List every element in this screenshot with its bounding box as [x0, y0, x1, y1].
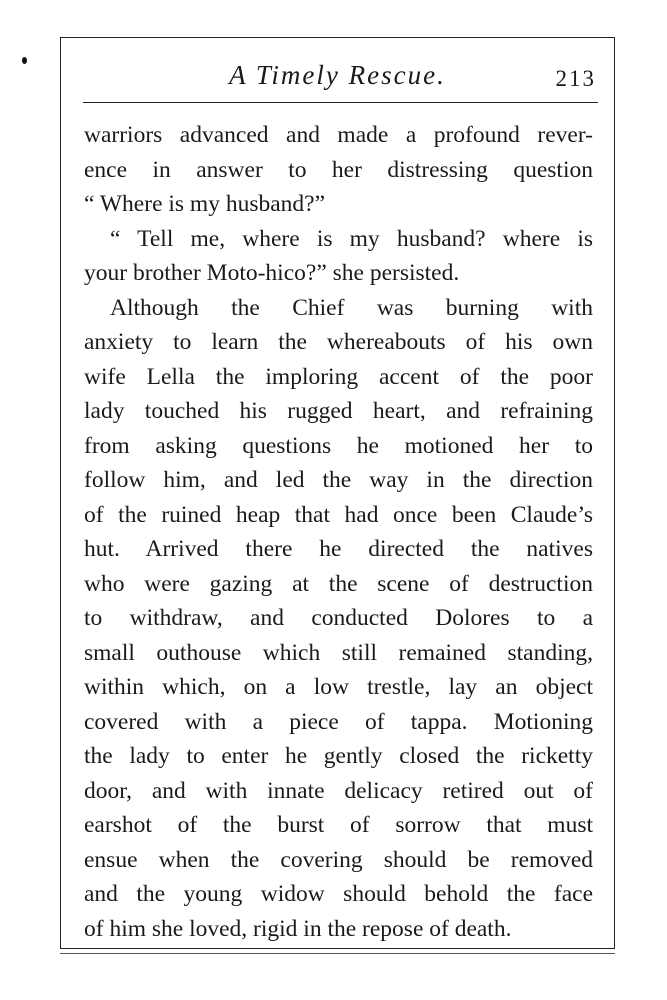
text-line: ensue when the covering should be removed	[84, 846, 593, 873]
text-line: “ Tell me, where is my husband? where is	[110, 225, 593, 252]
text-line: wife Lella the imploring accent of the poor	[84, 363, 593, 390]
text-line: ence in answer to her distressing question	[84, 156, 593, 183]
text-line: covered with a piece of tappa. Motioning	[84, 708, 593, 735]
text-line: of the ruined heap that had once been Claude’s	[84, 501, 593, 528]
text-line: within which, on a low trestle, lay an object	[84, 674, 593, 700]
header-rule	[83, 102, 598, 103]
bottom-rule	[60, 953, 615, 954]
text-line: and the young widow should behold the face	[84, 881, 593, 907]
running-title: A Timely Rescue.	[229, 60, 446, 90]
text-line: lady touched his rugged heart, and refraining	[84, 398, 593, 424]
text-line: Although the Chief was burning with	[110, 294, 593, 321]
page-frame	[60, 37, 615, 949]
text-line: door, and with innate delicacy retired out of	[84, 777, 593, 804]
running-head	[61, 56, 614, 96]
text-line: to withdraw, and conducted Dolores to a	[84, 605, 593, 631]
text-line: who were gazing at the scene of destruction	[84, 570, 593, 597]
text-line: from asking questions he motioned her to	[84, 432, 593, 459]
text-line: of him she loved, rigid in the repose of death.	[84, 915, 512, 942]
text-line: “ Where is my husband?”	[84, 191, 326, 217]
text-line: warriors advanced and made a profound rever-	[84, 122, 593, 148]
text-line: small outhouse which still remained standing,	[84, 639, 593, 666]
stray-ink-mark	[22, 57, 27, 64]
page-number: 213	[555, 66, 596, 91]
text-line: earshot of the burst of sorrow that must	[84, 812, 593, 838]
text-line: anxiety to learn the whereabouts of his own	[84, 329, 593, 355]
text-line: the lady to enter he gently closed the ricketty	[84, 743, 593, 769]
text-line: follow him, and led the way in the direction	[84, 467, 593, 493]
body-text	[84, 118, 593, 946]
text-line: hut. Arrived there he directed the natives	[84, 536, 593, 562]
text-line: your brother Moto-hico?” she persisted.	[84, 260, 460, 286]
